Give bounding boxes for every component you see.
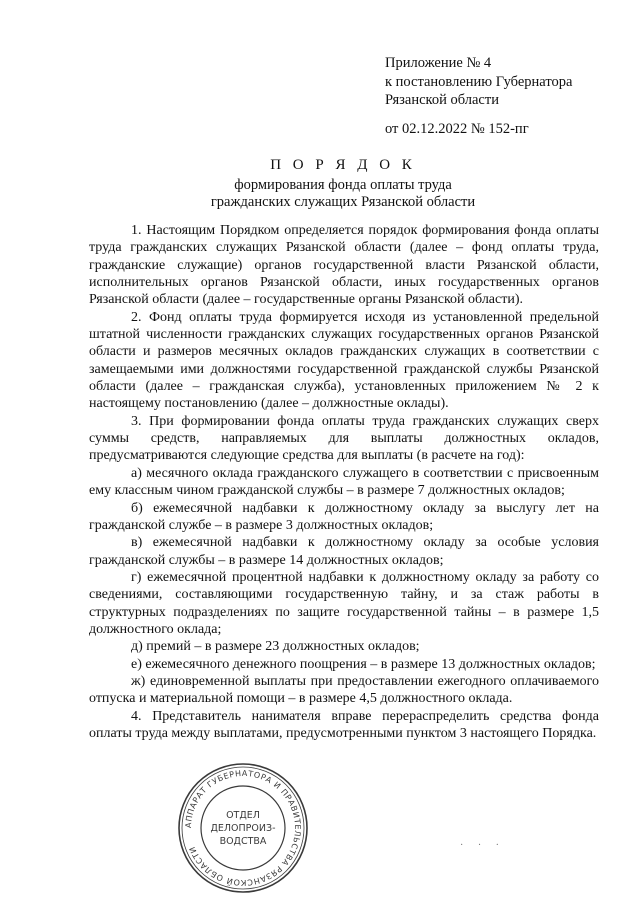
office-stamp [175, 760, 311, 896]
item-v: в) ежемесячной надбавки к должностному окладу за особые условия гражданской службы – в размере 14 должностных окладов; [89, 535, 599, 568]
item-d: д) премий – в размере 23 должностных окладов; [131, 639, 420, 655]
appendix-region: Рязанской области [385, 92, 499, 108]
item-a: а) месячного оклада гражданского служащего в соответствии с присвоенным ему классным чином гражданской службы – в размере 7 должностных окладов; [89, 465, 599, 499]
item-e: е) ежемесячного денежного поощрения – в размере 13 должностных окладов; [131, 656, 596, 672]
scan-noise-marks: · · · [460, 840, 505, 851]
document-subtitle-line1: формирования фонда оплаты труда [234, 177, 452, 193]
appendix-date: от 02.12.2022 № 152-пг [385, 120, 529, 137]
item-g: г) ежемесячной процентной надбавки к должностному окладу за работу со сведениями, составляющими государственную тайну, и за стаж работы в структурных подразделениях по защите государственной тайны – в размере 1,5 должностного оклада; [89, 569, 599, 637]
paragraph-1: 1. Настоящим Порядком определяется порядок формирования фонда оплаты труда гражданских служащих Рязанской области (далее – фонд оплаты труда, гражданские служащие) органов государственной власти Рязанской области, исполнительных органов Рязанской области, иных государственных органов Рязанской области (далее – государственные органы Рязанской области). [89, 223, 599, 308]
document-subtitle-line2: гражданских служащих Рязанской области [210, 194, 476, 210]
paragraph-4: 4. Представитель нанимателя вправе перераспределить средства фонда оплаты труда между выплатами, предусмотренными пунктом 3 настоящего Порядка. [89, 708, 599, 741]
paragraph-2: 2. Фонд оплаты труда формируется исходя из установленной предельной штатной численности гражданских служащих государственных органов Рязанской области и размеров месячных окладов гражданских служащих в соответствии с замещаемыми ими должностями государственной гражданской службы Рязанской области (далее – гражданская служба), установленных приложением № 2 к настоящему постановлению (далее – должностные оклады). [89, 309, 599, 412]
paragraph-3: 3. При формировании фонда оплаты труда гражданских служащих сверх суммы средств, направляемых для выплаты должностных окладов, предусматриваются следующие средства для выплаты (в расчете на год): [89, 413, 599, 464]
document-title: П О Р Я Д О К [270, 157, 416, 173]
appendix-number: Приложение № 4 [385, 55, 492, 71]
appendix-block [385, 54, 572, 138]
document-body [89, 222, 599, 742]
stamp-center-line2: ДЕЛОПРОИЗ- [210, 823, 276, 834]
stamp-center-line1: ОТДЕЛ [226, 810, 260, 821]
item-zh: ж) единовременной выплаты при предоставлении ежегодного оплачиваемого отпуска и материальной помощи – в размере 4,5 должностного оклада. [89, 673, 599, 707]
item-b: б) ежемесячной надбавки к должностному окладу за выслугу лет на гражданской службе – в размере 3 должностных окладов; [89, 500, 599, 533]
stamp-ring-textpath: АППАРАТ ГУБЕРНАТОРА И ПРАВИТЕЛЬСТВА РЯЗАНСКОЙ ОБЛАСТИ [183, 768, 303, 888]
appendix-reference: к постановлению Губернатора [385, 73, 573, 90]
stamp-center-line3: ВОДСТВА [219, 836, 267, 847]
stamp-graphic [175, 760, 311, 896]
